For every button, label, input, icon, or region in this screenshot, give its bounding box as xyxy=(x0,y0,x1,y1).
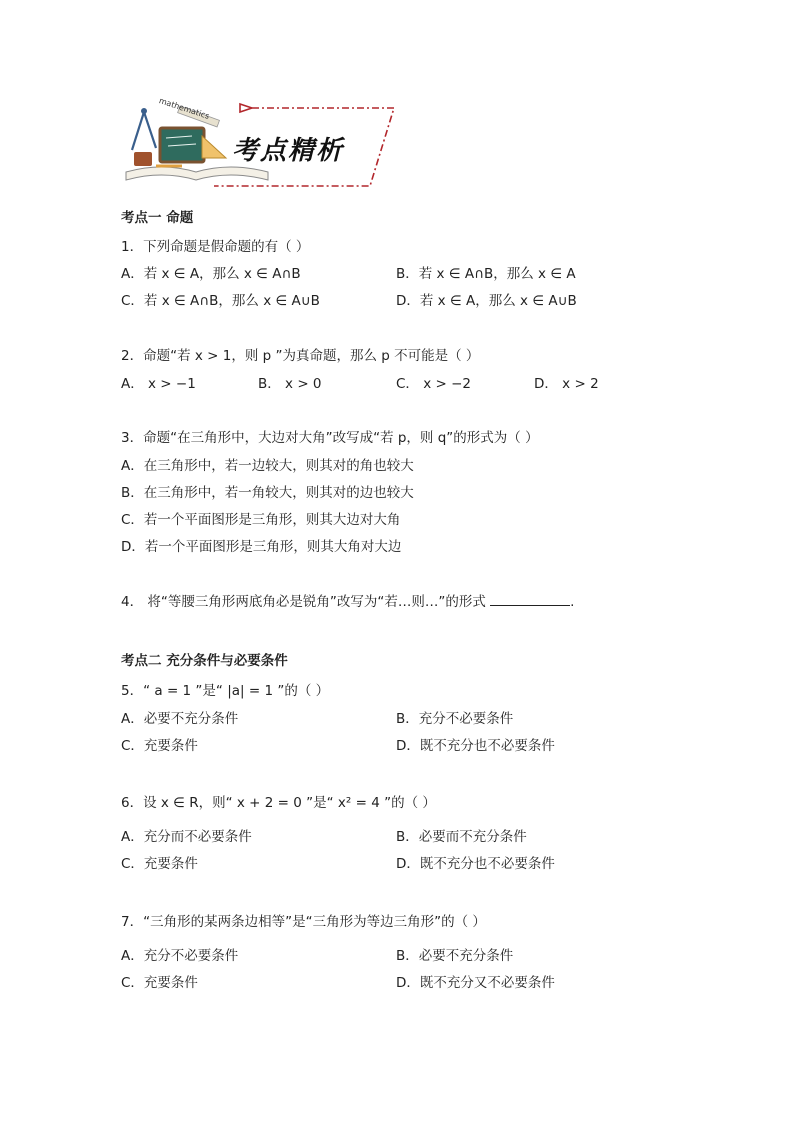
q2-option-d: D． x > 2 xyxy=(534,376,599,392)
q6-option-a: A．充分而不必要条件 xyxy=(121,829,252,845)
q5-stem: 5．“ a = 1 ”是“ |a| = 1 ”的（ ） xyxy=(121,683,330,699)
q6-option-d: D．既不充分也不必要条件 xyxy=(396,856,555,872)
q1-option-b: B．若 x ∈ A∩B，那么 x ∈ A xyxy=(396,266,576,282)
q6-option-b: B．必要而不充分条件 xyxy=(396,829,527,845)
q4-end: . xyxy=(570,594,575,610)
q6-stem: 6．设 x ∈ R，则“ x + 2 = 0 ”是“ x² = 4 ”的（ ） xyxy=(121,795,436,811)
q5-option-d: D．既不充分也不必要条件 xyxy=(396,738,555,754)
q1-option-a: A．若 x ∈ A，那么 x ∈ A∩B xyxy=(121,266,301,282)
q3-option-b: B．在三角形中，若一角较大，则其对的边也较大 xyxy=(121,485,414,501)
q2-option-b: B． x > 0 xyxy=(258,376,322,392)
q3-option-d: D．若一个平面图形是三角形，则其大角对大边 xyxy=(121,539,402,555)
q7-option-a: A．充分不必要条件 xyxy=(121,948,239,964)
q3-stem: 3．命题“在三角形中，大边对大角”改写成“若 p，则 q”的形式为（ ） xyxy=(121,430,539,446)
q6-option-c: C．充要条件 xyxy=(121,856,198,872)
q2-stem: 2．命题“若 x > 1，则 p ”为真命题，那么 p 不可能是（ ） xyxy=(121,348,480,364)
q5-option-c: C．充要条件 xyxy=(121,738,198,754)
q3-option-a: A．在三角形中，若一边较大，则其对的角也较大 xyxy=(121,458,414,474)
q1-stem: 1．下列命题是假命题的有（ ） xyxy=(121,239,310,255)
page-title: 考点精析 xyxy=(232,136,345,166)
banner-badge-text: mathematics xyxy=(157,96,211,121)
q2-option-c: C． x > −2 xyxy=(396,376,472,392)
q4-answer-blank[interactable] xyxy=(490,593,570,606)
q3-option-c: C．若一个平面图形是三角形，则其大边对大角 xyxy=(121,512,401,528)
q1-option-d: D．若 x ∈ A，那么 x ∈ A∪B xyxy=(396,293,577,309)
q7-option-d: D．既不充分又不必要条件 xyxy=(396,975,555,991)
section-heading-2: 考点二 充分条件与必要条件 xyxy=(121,653,288,669)
q7-stem: 7．“三角形的某两条边相等”是“三角形为等边三角形”的（ ） xyxy=(121,914,486,930)
q4-text: 4． 将“等腰三角形两底角必是锐角”改写为“若…则…”的形式 xyxy=(121,594,486,610)
section-heading-1: 考点一 命题 xyxy=(121,210,194,226)
q7-option-c: C．充要条件 xyxy=(121,975,198,991)
q2-option-a: A． x > −1 xyxy=(121,376,196,392)
q1-option-c: C．若 x ∈ A∩B，那么 x ∈ A∪B xyxy=(121,293,320,309)
q5-option-a: A．必要不充分条件 xyxy=(121,711,239,727)
q5-option-b: B．充分不必要条件 xyxy=(396,711,514,727)
section-banner xyxy=(122,96,402,192)
q7-option-b: B．必要不充分条件 xyxy=(396,948,514,964)
q4-stem xyxy=(121,590,574,610)
